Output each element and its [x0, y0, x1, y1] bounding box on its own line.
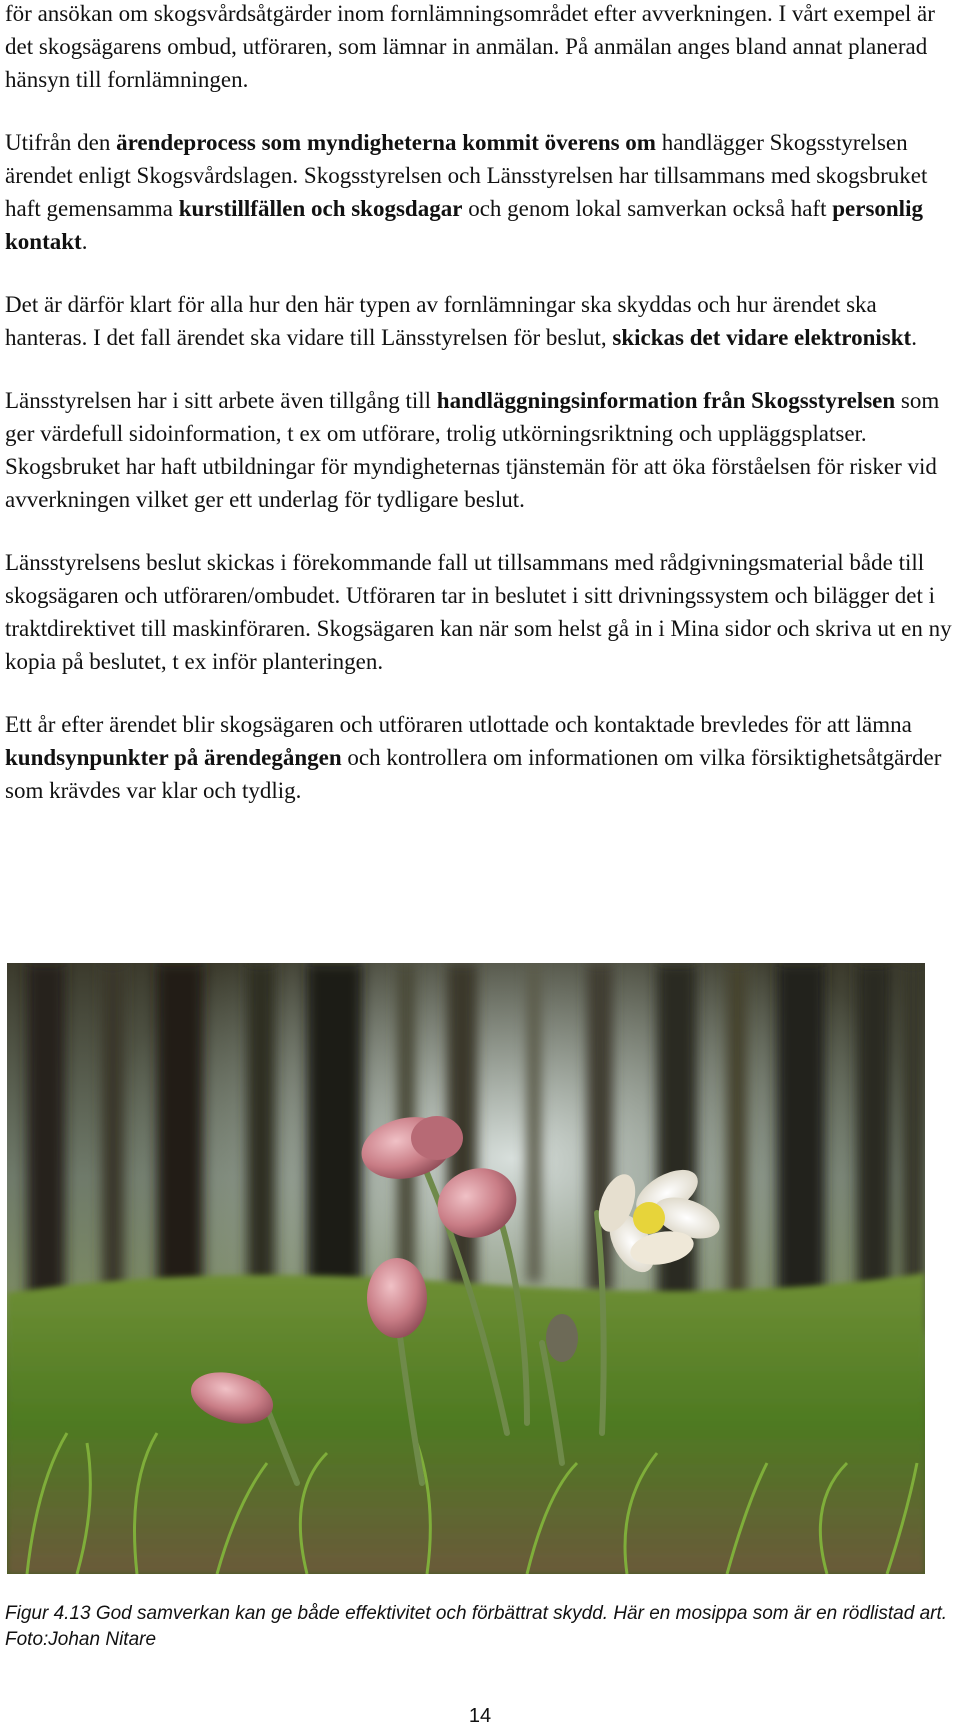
bold-segment: ärendeprocess som myndigheterna kommit överens om	[116, 130, 656, 155]
text-segment: Det är därför klart för alla hur den här typen av fornlämningar ska skyddas och hur ärendet ska hanteras. I det fall ärendet ska vidare till Länsstyrelsen för beslut,	[5, 292, 877, 350]
text-segment: Länsstyrelsens beslut skickas i förekommande fall ut tillsammans med rådgivningsmaterial både till skogsägaren och utföraren/ombudet. Utföraren tar in beslutet i sitt drivningssystem och bilägger det i traktdirektivet till maskinföraren. Skogsägaren kan när som helst gå in i Mina sidor och skriva ut en ny kopia på beslutet, t ex inför planteringen.	[5, 550, 952, 674]
text-segment: som ger värdefull sidoinformation, t ex om utförare, trolig utkörningsriktning och uppläggsplatser. Skogsbruket har haft utbildningar för myndigheternas tjänstemän för att öka förståelsen för risker vid avverkningen vilket ger ett underlag för tydligare beslut.	[5, 388, 940, 512]
paragraph-1	[5, 0, 960, 96]
text-segment: Utifrån den	[5, 130, 117, 155]
bold-segment: kundsynpunkter på ärendegången	[5, 745, 342, 770]
photo-illustration	[7, 963, 925, 1574]
body-text	[5, 0, 960, 837]
bold-segment: personlig kontakt	[5, 196, 923, 254]
bold-segment: kurstillfällen och skogsdagar	[178, 196, 463, 221]
paragraph-6	[5, 708, 960, 807]
bold-segment: handläggningsinformation från Skogsstyrelsen	[436, 388, 896, 413]
pasque-flower-photo	[7, 963, 925, 1574]
page-number: 14	[468, 1705, 492, 1727]
text-segment: .	[911, 325, 917, 350]
text-segment: handlägger Skogsstyrelsen ärendet enligt Skogsvårdslagen. Skogsstyrelsen och Länsstyrelsen har tillsammans med skogsbruket haft gemensamma	[5, 130, 928, 221]
flower-bud	[546, 1314, 578, 1362]
paragraph-5	[5, 546, 960, 678]
text-segment: .	[81, 229, 88, 254]
paragraph-2	[5, 126, 960, 258]
text-segment: och kontrollera om informationen om vilka försiktighetsåtgärder som krävdes var klar och tydlig.	[5, 745, 942, 803]
bold-segment: skickas det vidare elektroniskt	[612, 325, 912, 350]
paragraph-3	[5, 288, 960, 354]
pink-flower-3	[367, 1258, 427, 1338]
text-segment: Länsstyrelsen har i sitt arbete även tillgång till	[5, 388, 437, 413]
paragraph-4	[5, 384, 960, 516]
paragraph-1-text: för ansökan om skogsvårdsåtgärder inom fornlämningsområdet efter avverkningen. I vårt exempel är det skogsägarens ombud, utföraren, som lämnar in anmälan. På anmälan anges bland annat planerad hänsyn till fornlämningen.	[5, 1, 935, 92]
figure-caption: Figur 4.13 God samverkan kan ge både effektivitet och förbättrat skydd. Här en mosippa som är en rödlistad art. Foto:Johan Nitare	[5, 1603, 948, 1650]
text-segment: och genom lokal samverkan också haft	[462, 196, 833, 221]
text-segment: Ett år efter ärendet blir skogsägaren och utföraren utlottade och kontaktade brevledes för att lämna	[5, 712, 912, 737]
